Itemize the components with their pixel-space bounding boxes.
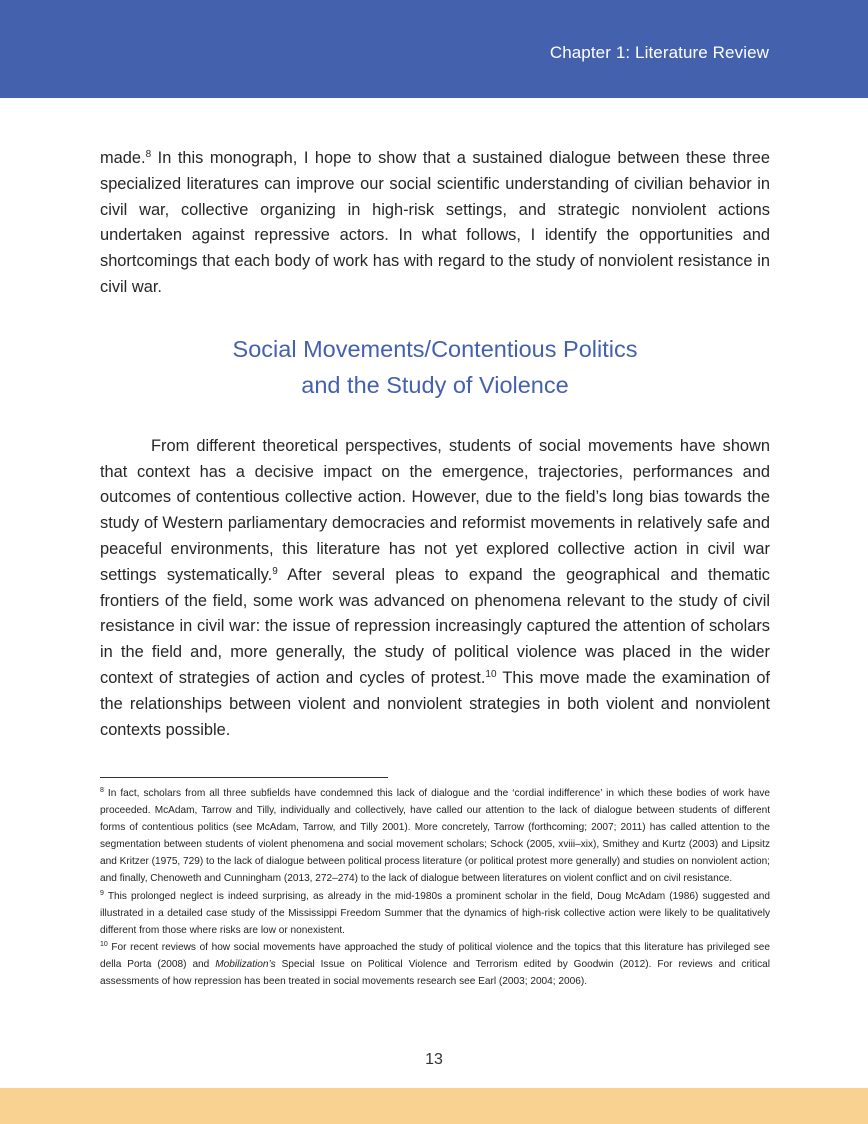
footnote-9	[100, 888, 770, 939]
running-head: Chapter 1: Literature Review	[549, 43, 769, 62]
paragraph-text: made.	[100, 149, 146, 167]
footnote-number: 10	[100, 940, 108, 948]
footnote-ref-10[interactable]: 10	[485, 668, 497, 680]
footnotes	[100, 785, 770, 990]
footnote-ref-8[interactable]: 8	[145, 149, 152, 160]
footnote-number: 8	[100, 787, 104, 794]
section-heading-line-2: and the Study of Violence	[301, 371, 569, 398]
section-heading	[100, 331, 770, 403]
paragraph-text: In this monograph, I hope to show that a sustained dialogue between these three specialized literatures can improve our social scientific understanding of civilian behavior in civil war, collective organizing in high-risk settings, and strategic nonviolent actions undertaken against repressive actors. In what follows, I identify the opportunities and shortcomings that each body of work has with regard to the study of nonviolent resistance in civil war.	[100, 149, 770, 296]
paragraph-text: After several pleas to expand the geographical and thematic frontiers of the field, some work was advanced on phenomena relevant to the study of civil resistance in civil war: the issue of repression increasingly captured the attention of scholars in the field and, more generally, the study of political violence was placed in the wider context of strategies of action and cycles of protest.	[100, 565, 770, 687]
footnote-ref-9[interactable]: 9	[272, 565, 278, 577]
footnote-10	[100, 939, 770, 990]
main-text	[100, 146, 770, 743]
footnote-8	[100, 785, 770, 888]
body-paragraph-2	[100, 434, 770, 744]
journal-title: Mobilization’s	[215, 958, 276, 970]
page-number: 13	[425, 1051, 443, 1068]
section-heading-line-1: Social Movements/Contentious Politics	[232, 335, 638, 362]
footnote-text: In fact, scholars from all three subfields have condemned this lack of dialogue and the ‘cordial indifference’ in which these bodies of work have proceeded. McAdam, Tarrow and Tilly, individually and collectively, have called our attention to the lack of dialogue between students of different forms of contentious politics (see McAdam, Tarrow, and Tilly 2001). More concretely, Tarrow (forthcoming; 2007; 2011) has called attention to the segmentation between students of violent phenomena and social movement scholars; Schock (2005, xviii–xix), Smithey and Kurtz (2003) and Lipsitz and Kritzer (1975, 729) to the lack of dialogue between political process literature (or political protest more generally) and studies on nonviolent action; and finally, Chenoweth and Cunningham (2013, 272–274) to the lack of dialogue between literatures on violent conflict and on civil resistance.	[100, 788, 770, 885]
body-paragraph-1	[100, 146, 770, 301]
footnote-divider	[100, 777, 388, 778]
footer-band	[0, 1088, 868, 1124]
footnote-number: 9	[100, 889, 104, 897]
footnote-text: Special Issue on Political Violence and Terrorism edited by Goodwin (2012). For reviews and critical assessments of how repression has been treated in social movements research see Earl (2003; 2004; 2006).	[100, 958, 770, 988]
paragraph-text: This move made the examination of the relationships between violent and nonviolent strategies in both violent and nonviolent contexts possible.	[100, 668, 770, 739]
paragraph-text: From different theoretical perspectives, students of social movements have shown that context has a decisive impact on the emergence, trajectories, performances and outcomes of contentious collective action. However, due to the field’s long bias towards the study of Western parliamentary democracies and reformist movements in relatively safe and peaceful environments, this literature has not yet explored collective action in civil war settings systematically.	[100, 436, 770, 584]
footnote-text: This prolonged neglect is indeed surprising, as already in the mid-1980s a prominent scholar in the field, Doug McAdam (1986) suggested and illustrated in a detailed case study of the Mississippi Freedom Summer that the dynamics of high-risk collective action were likely to be qualitatively different from those where risks are low or nonexistent.	[100, 890, 770, 936]
footnote-text: For recent reviews of how social movements have approached the study of political violence and the topics that this literature has privileged see della Porta (2008) and	[100, 941, 770, 970]
header-band	[0, 0, 868, 98]
